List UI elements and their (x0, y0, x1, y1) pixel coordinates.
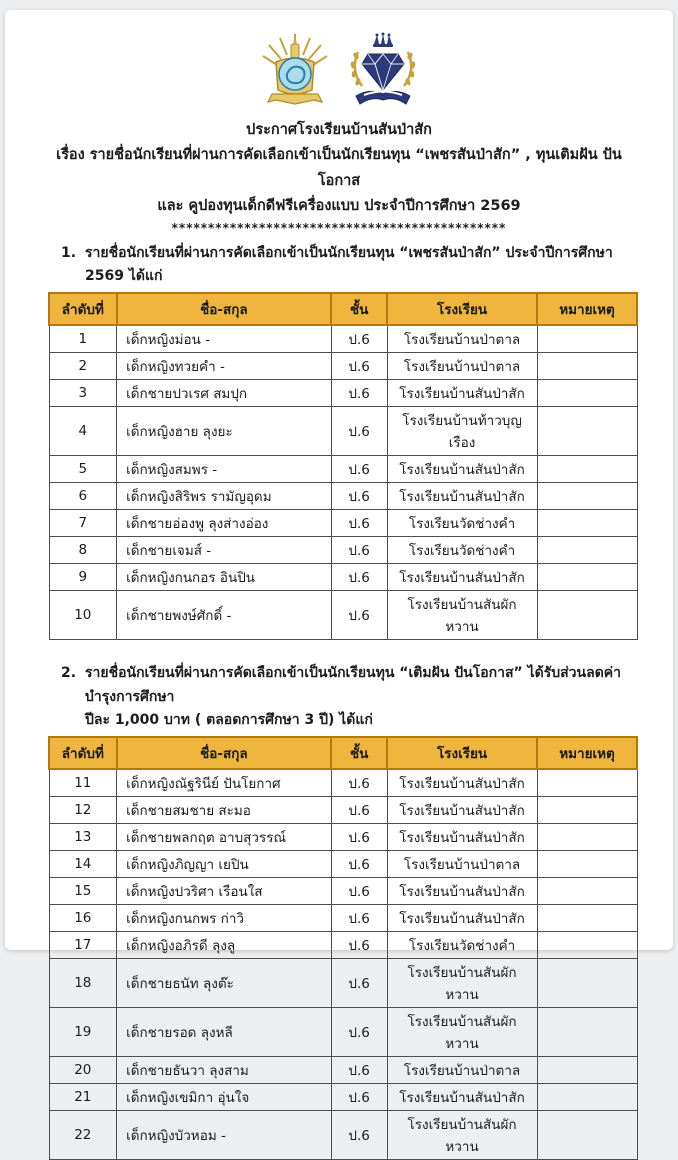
cell-no: 22 (49, 1110, 117, 1159)
cell-remark (537, 591, 637, 640)
cell-no: 3 (49, 380, 117, 407)
cell-class: ป.6 (331, 564, 387, 591)
cell-no: 17 (49, 931, 117, 958)
cell-no: 15 (49, 877, 117, 904)
cell-remark (537, 904, 637, 931)
title-line-1: ประกาศโรงเรียนบ้านสันป่าสัก (246, 122, 432, 138)
cell-school: โรงเรียนบ้านสันป่าสัก (387, 904, 537, 931)
cell-class: ป.6 (331, 591, 387, 640)
cell-no: 5 (49, 456, 117, 483)
column-header-name: ชื่อ-สกุล (117, 293, 332, 325)
cell-name: เด็กชายรอด ลุงหลี (117, 1007, 332, 1056)
cell-remark (537, 380, 637, 407)
cell-class: ป.6 (331, 1110, 387, 1159)
section-1-heading (45, 242, 633, 288)
cell-name: เด็กชายธนัท ลุงต๊ะ (117, 958, 332, 1007)
table-row (49, 407, 637, 456)
cell-school: โรงเรียนบ้านป่าตาล (387, 325, 537, 353)
table-row (49, 456, 637, 483)
cell-no: 12 (49, 796, 117, 823)
cell-no: 14 (49, 850, 117, 877)
school-crest-logo (256, 32, 334, 112)
cell-class: ป.6 (331, 380, 387, 407)
cell-school: โรงเรียนบ้านท้าวบุญเรือง (387, 407, 537, 456)
cell-class: ป.6 (331, 537, 387, 564)
section-2 (45, 662, 633, 1159)
section-2-heading-line2: ปีละ 1,000 บาท ( ตลอดการศึกษา 3 ปี) ได้แก่ (85, 711, 373, 728)
cell-remark (537, 483, 637, 510)
cell-class: ป.6 (331, 796, 387, 823)
cell-name: เด็กชายพลกฤต อาบสุวรรณ์ (117, 823, 332, 850)
title-line-2: เรื่อง รายชื่อนักเรียนที่ผ่านการคัดเลือกเข้าเป็นนักเรียนทุน “เพชรสันป่าสัก” , ทุนเติมฝัน ปันโอกาส (56, 147, 622, 189)
cell-name: เด็กหญิงม่อน - (117, 325, 332, 353)
section-2-number: 2. (61, 665, 77, 682)
section-1 (45, 242, 633, 640)
cell-no: 18 (49, 958, 117, 1007)
table-row (49, 591, 637, 640)
table-row (49, 796, 637, 823)
cell-class: ป.6 (331, 877, 387, 904)
cell-school: โรงเรียนวัดช่างคำ (387, 931, 537, 958)
cell-school: โรงเรียนบ้านป่าตาล (387, 850, 537, 877)
section-2-heading (45, 662, 633, 731)
cell-school: โรงเรียนบ้านสันป่าสัก (387, 380, 537, 407)
column-header-class: ชั้น (331, 737, 387, 769)
cell-school: โรงเรียนบ้านสันผักหวาน (387, 1110, 537, 1159)
cell-class: ป.6 (331, 510, 387, 537)
cell-name: เด็กหญิงสิริพร รามัญอุดม (117, 483, 332, 510)
table-row (49, 483, 637, 510)
cell-school: โรงเรียนบ้านป่าตาล (387, 1056, 537, 1083)
cell-remark (537, 823, 637, 850)
logo-row (45, 32, 633, 112)
scholarship-table-1 (48, 292, 638, 640)
cell-school: โรงเรียนบ้านสันป่าสัก (387, 1083, 537, 1110)
cell-name: เด็กหญิงสมพร - (117, 456, 332, 483)
section-1-number: 1. (61, 245, 77, 262)
cell-remark (537, 564, 637, 591)
column-header-remark: หมายเหตุ (537, 293, 637, 325)
column-header-name: ชื่อ-สกุล (117, 737, 332, 769)
table-row (49, 510, 637, 537)
cell-no: 20 (49, 1056, 117, 1083)
cell-school: โรงเรียนบ้านสันป่าสัก (387, 456, 537, 483)
cell-school: โรงเรียนบ้านป่าตาล (387, 353, 537, 380)
section-2-heading-line1: รายชื่อนักเรียนที่ผ่านการคัดเลือกเข้าเป็นนักเรียนทุน “เติมฝัน ปันโอกาส” ได้รับส่วนลดค่าบำรุงการศึกษา (85, 665, 622, 705)
cell-remark (537, 537, 637, 564)
table-1-header-row (49, 293, 637, 325)
cell-class: ป.6 (331, 769, 387, 797)
cell-no: 16 (49, 904, 117, 931)
cell-no: 2 (49, 353, 117, 380)
column-header-no: ลำดับที่ (49, 293, 117, 325)
section-2-heading-text (85, 662, 633, 731)
column-header-no: ลำดับที่ (49, 737, 117, 769)
cell-remark (537, 407, 637, 456)
cell-school: โรงเรียนวัดช่างคำ (387, 510, 537, 537)
table-row (49, 537, 637, 564)
table-row (49, 564, 637, 591)
cell-no: 13 (49, 823, 117, 850)
cell-name: เด็กชายเจมส์ - (117, 537, 332, 564)
cell-no: 10 (49, 591, 117, 640)
cell-remark (537, 958, 637, 1007)
table-row (49, 1007, 637, 1056)
table-row (49, 904, 637, 931)
table-row (49, 353, 637, 380)
section-1-heading-text (85, 242, 633, 288)
cell-remark (537, 769, 637, 797)
cell-class: ป.6 (331, 1007, 387, 1056)
cell-remark (537, 877, 637, 904)
cell-school: โรงเรียนบ้านสันป่าสัก (387, 769, 537, 797)
table-row (49, 850, 637, 877)
cell-no: 11 (49, 769, 117, 797)
column-header-class: ชั้น (331, 293, 387, 325)
cell-name: เด็กหญิงปวริศา เรือนใส (117, 877, 332, 904)
cell-no: 19 (49, 1007, 117, 1056)
cell-class: ป.6 (331, 1083, 387, 1110)
cell-no: 9 (49, 564, 117, 591)
cell-no: 6 (49, 483, 117, 510)
cell-name: เด็กชายอ่องพู ลุงส่างอ่อง (117, 510, 332, 537)
cell-class: ป.6 (331, 353, 387, 380)
cell-name: เด็กหญิงทวยคำ - (117, 353, 332, 380)
cell-remark (537, 1083, 637, 1110)
table-row (49, 877, 637, 904)
cell-name: เด็กหญิงเขมิกา อุ่นใจ (117, 1083, 332, 1110)
document-page (5, 10, 673, 1155)
cell-school: โรงเรียนบ้านสันป่าสัก (387, 483, 537, 510)
cell-class: ป.6 (331, 483, 387, 510)
cell-remark (537, 931, 637, 958)
cell-name: เด็กหญิงภิญญา เยปิน (117, 850, 332, 877)
cell-remark (537, 510, 637, 537)
cell-class: ป.6 (331, 904, 387, 931)
cell-name: เด็กหญิงณัฐรินีย์ ปันโยกาศ (117, 769, 332, 797)
cell-name: เด็กชายปวเรศ สมปุก (117, 380, 332, 407)
table-row (49, 1083, 637, 1110)
cell-class: ป.6 (331, 456, 387, 483)
cell-remark (537, 850, 637, 877)
cell-remark (537, 353, 637, 380)
cell-class: ป.6 (331, 1056, 387, 1083)
cell-remark (537, 1110, 637, 1159)
cell-remark (537, 796, 637, 823)
cell-no: 4 (49, 407, 117, 456)
table-row (49, 823, 637, 850)
table-2-header-row (49, 737, 637, 769)
cell-name: เด็กชายธันวา ลุงสาม (117, 1056, 332, 1083)
cell-class: ป.6 (331, 407, 387, 456)
scholarship-table-2 (48, 736, 638, 1160)
cell-name: เด็กชายพงษ์ศักดิ์ - (117, 591, 332, 640)
cell-no: 21 (49, 1083, 117, 1110)
cell-class: ป.6 (331, 958, 387, 1007)
table-row (49, 325, 637, 353)
diamond-crest-logo (344, 32, 422, 112)
cell-school: โรงเรียนบ้านสันผักหวาน (387, 958, 537, 1007)
cell-class: ป.6 (331, 850, 387, 877)
asterisk-divider: ********************************************** (171, 220, 507, 235)
column-header-school: โรงเรียน (387, 293, 537, 325)
table-row (49, 1056, 637, 1083)
column-header-remark: หมายเหตุ (537, 737, 637, 769)
table-row (49, 931, 637, 958)
cell-name: เด็กชายสมชาย สะมอ (117, 796, 332, 823)
section-1-heading-line1: รายชื่อนักเรียนที่ผ่านการคัดเลือกเข้าเป็นนักเรียนทุน “เพชรสันป่าสัก” ประจำปีการศึกษา 2569 ได้แก่ (85, 245, 613, 285)
cell-name: เด็กหญิงกนกพร ก่าวิ (117, 904, 332, 931)
column-header-school: โรงเรียน (387, 737, 537, 769)
cell-no: 8 (49, 537, 117, 564)
cell-name: เด็กหญิงฮาย ลุงยะ (117, 407, 332, 456)
cell-remark (537, 325, 637, 353)
cell-school: โรงเรียนบ้านสันป่าสัก (387, 564, 537, 591)
cell-school: โรงเรียนบ้านสันป่าสัก (387, 823, 537, 850)
cell-school: โรงเรียนบ้านสันป่าสัก (387, 796, 537, 823)
cell-remark (537, 1007, 637, 1056)
cell-name: เด็กหญิงบัวหอม - (117, 1110, 332, 1159)
cell-school: โรงเรียนวัดช่างคำ (387, 537, 537, 564)
cell-class: ป.6 (331, 823, 387, 850)
cell-remark (537, 1056, 637, 1083)
announcement-title (45, 118, 633, 220)
cell-name: เด็กหญิงกนกอร อินปิน (117, 564, 332, 591)
table-row (49, 1110, 637, 1159)
table-row (49, 380, 637, 407)
cell-name: เด็กหญิงอภิรดี ลุงลู (117, 931, 332, 958)
cell-class: ป.6 (331, 325, 387, 353)
title-line-3: และ คูปองทุนเด็กดีฟรีเครื่องแบบ ประจำปีการศึกษา 2569 (157, 198, 521, 215)
table-row (49, 958, 637, 1007)
table-row (49, 769, 637, 797)
cell-no: 7 (49, 510, 117, 537)
cell-school: โรงเรียนบ้านสันผักหวาน (387, 591, 537, 640)
cell-no: 1 (49, 325, 117, 353)
cell-class: ป.6 (331, 931, 387, 958)
cell-school: โรงเรียนบ้านสันป่าสัก (387, 877, 537, 904)
cell-remark (537, 456, 637, 483)
cell-school: โรงเรียนบ้านสันผักหวาน (387, 1007, 537, 1056)
